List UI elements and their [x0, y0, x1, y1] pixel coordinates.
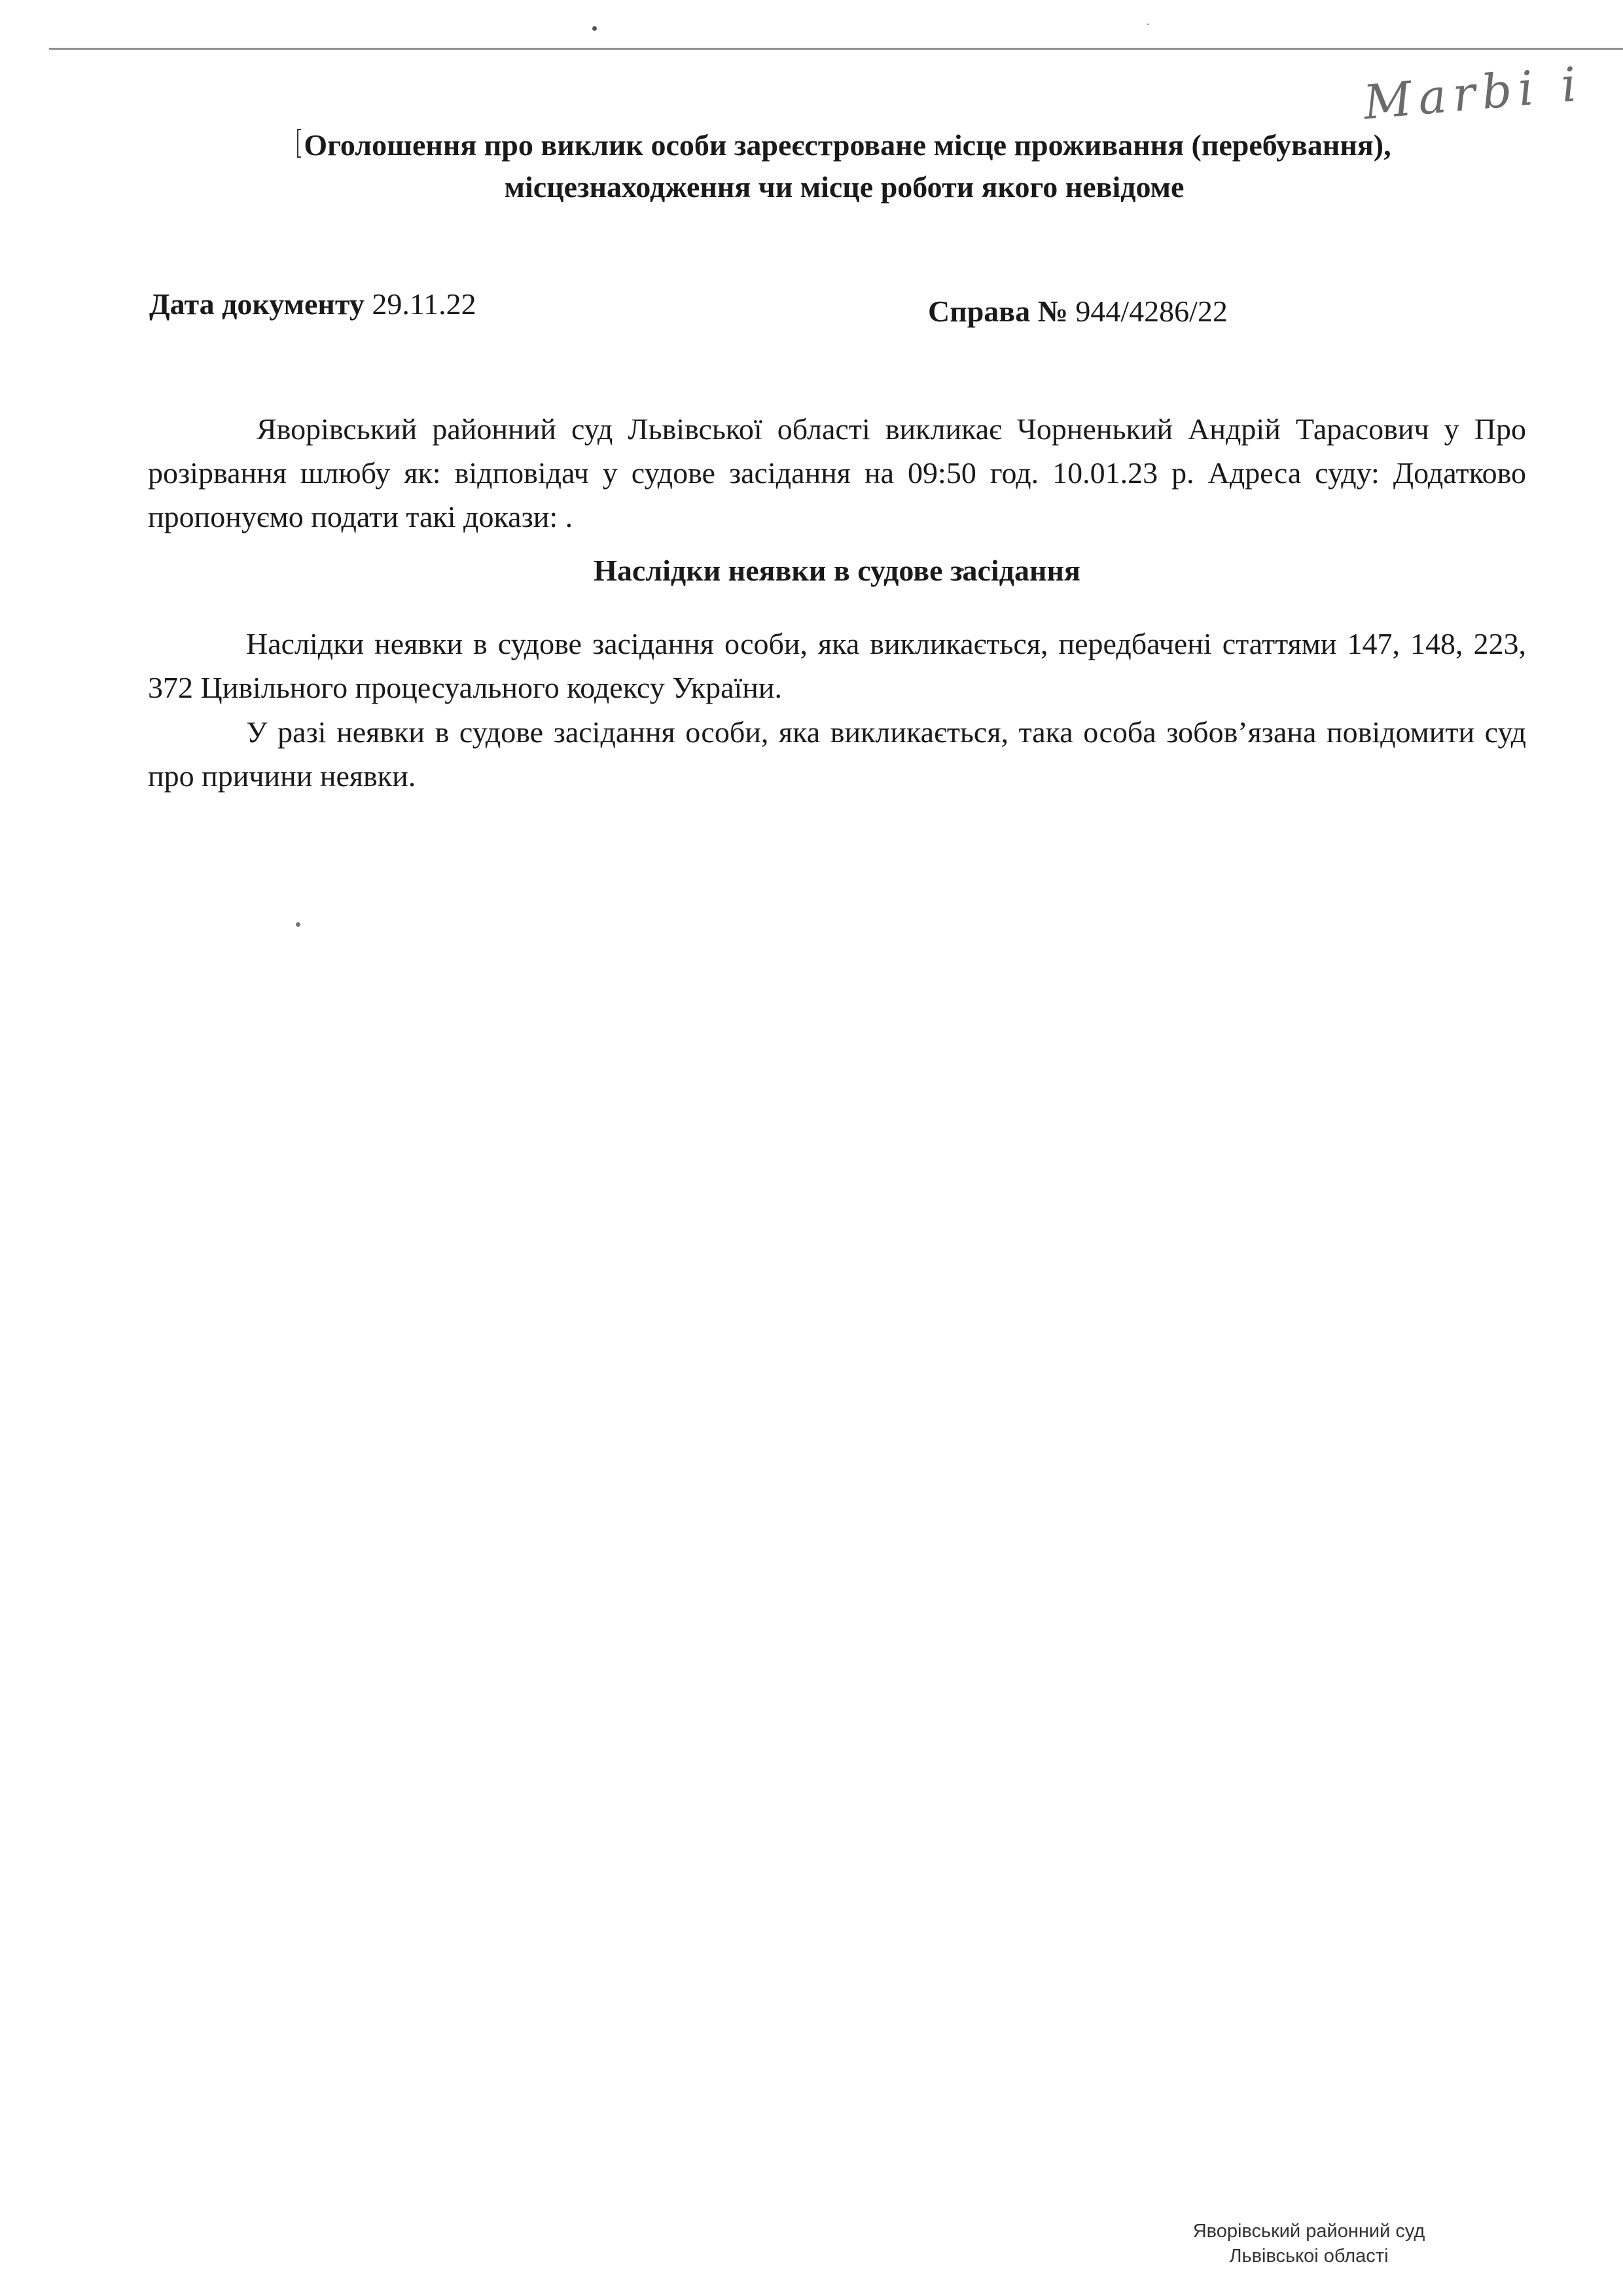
consequences-paragraph-2-text: У разі неявки в судове засідання особи, яка викликається, така особа зобов’язана повідомити суд про причини неявки.: [148, 715, 1526, 793]
case-number-label: Справа №: [928, 295, 1068, 328]
missing-glyph-icon: [297, 129, 301, 158]
document-date-label: Дата документу: [149, 287, 365, 321]
summons-paragraph-text: Яворівський районний суд Львівської області викликає Чорненький Андрій Тарасович у Про розірвання шлюбу як: відповідач у судове засідання на 09:50 год. 10.01.23 р. Адреса суду: Додатково пропонуємо подати такі докази: .: [148, 412, 1526, 533]
handwritten-note: Marbi i: [1361, 56, 1586, 130]
summons-paragraph: [148, 407, 1526, 539]
case-number-value: 944/4286/22: [1075, 295, 1228, 328]
document-date-value: 29.11.22: [372, 287, 476, 321]
title-line-1: [144, 124, 1544, 166]
consequences-paragraph-1: [148, 622, 1526, 709]
scan-speck: [1147, 24, 1149, 25]
document-title: [144, 124, 1544, 208]
scan-edge-line: [49, 48, 1623, 50]
title-line-2: місцезнаходження чи місце роботи якого невідоме: [504, 170, 1185, 204]
case-number: [928, 292, 1228, 331]
scan-speck: [296, 922, 300, 927]
court-stamp: [1139, 2219, 1479, 2269]
title-line-1-text: Оголошення про виклик особи зареєстроване місце проживання (перебування),: [304, 128, 1391, 162]
scan-speck: [592, 26, 597, 31]
consequences-paragraph-1-text: Наслідки неявки в судове засідання особи, яка викликається, передбачені статтями 147, 148, 223, 372 Цивільного процесуального кодексу України.: [148, 627, 1526, 704]
court-stamp-line-2: Львівськоі області: [1229, 2246, 1389, 2267]
court-stamp-line-1: Яворівський районний суд: [1192, 2221, 1425, 2242]
document-date: [149, 285, 476, 324]
consequences-paragraph-2: [148, 710, 1526, 798]
consequences-heading: Наслідки неявки в судове засідання: [594, 554, 1080, 587]
